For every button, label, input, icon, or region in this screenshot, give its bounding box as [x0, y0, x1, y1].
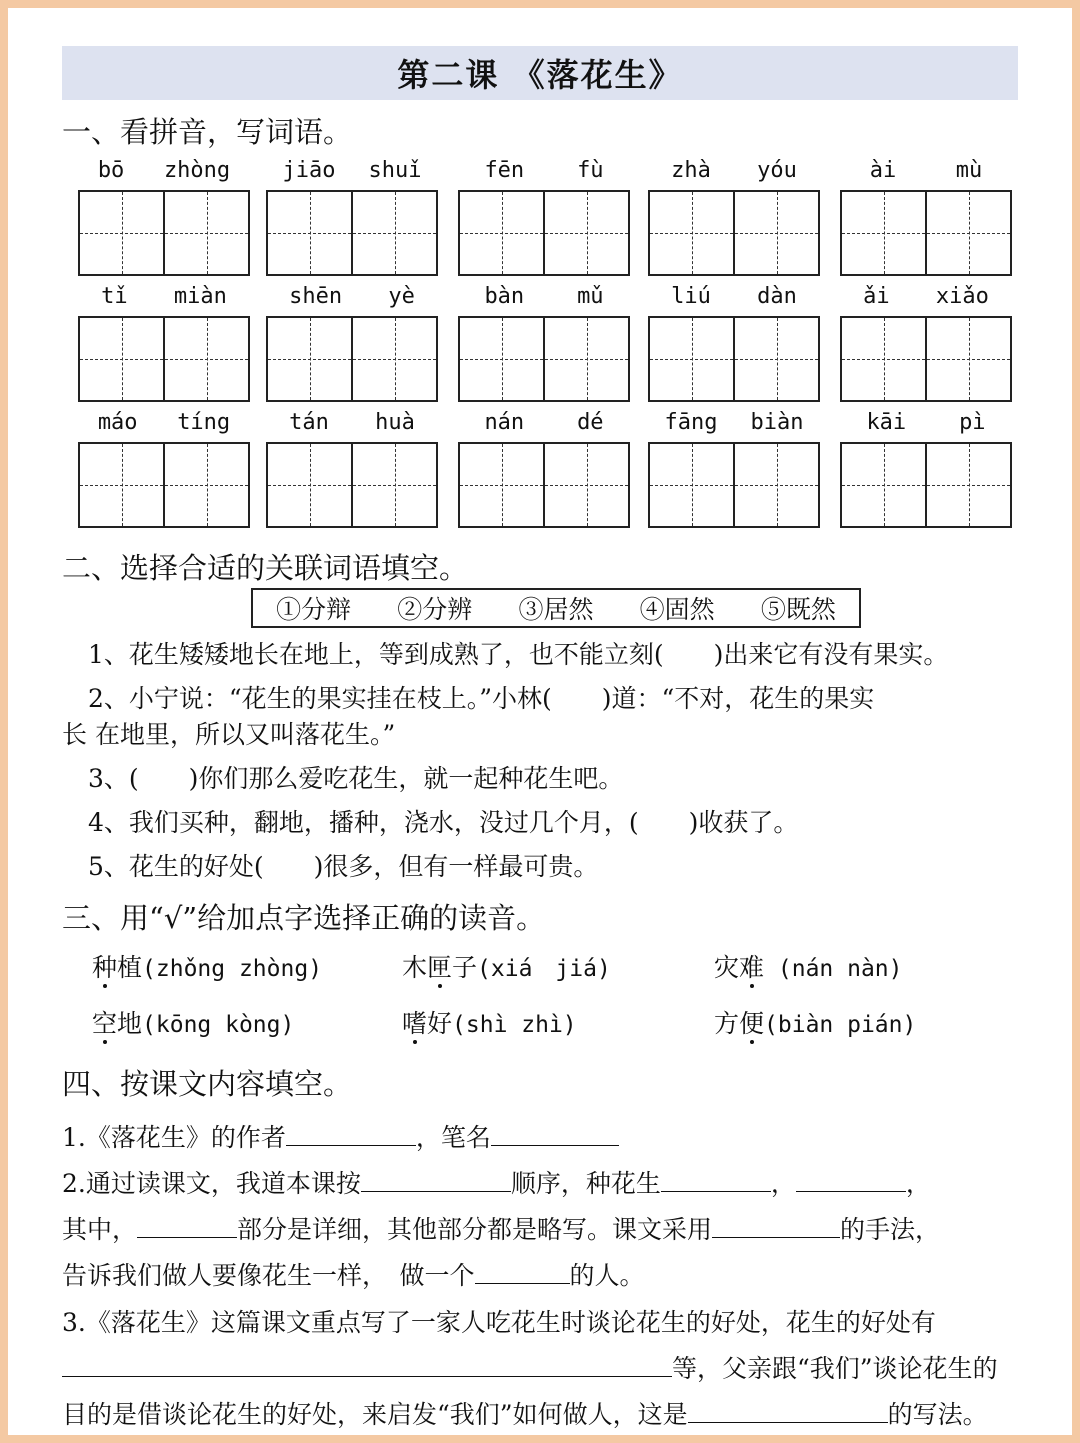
word-part: 地 — [117, 1009, 143, 1038]
pinyin-syllable: máo — [97, 410, 138, 435]
tianzige-cell[interactable] — [165, 192, 248, 274]
pinyin-choices[interactable]: (nán nàn) — [764, 956, 903, 982]
pinyin — [78, 158, 250, 190]
text: ， — [770, 1169, 796, 1198]
question-2-cont: 长 在地里，所以又叫落花生。” — [62, 720, 396, 749]
pinyin — [840, 410, 1012, 442]
blank[interactable] — [361, 1169, 511, 1192]
question-4: 4、我们买种，翻地，播种，浇水，没过几个月，( )收获了。 — [88, 808, 799, 837]
pinyin — [840, 284, 1012, 316]
writing-boxes — [840, 442, 1012, 528]
text: 告诉我们做人要像花生一样， 做一个 — [62, 1261, 475, 1290]
tianzige-cell[interactable] — [165, 444, 248, 526]
pinyin — [840, 158, 1012, 190]
word-box-group — [458, 158, 630, 276]
section4-heading: 四、按课文内容填空。 — [62, 1067, 353, 1101]
tianzige-cell[interactable] — [650, 444, 735, 526]
dotted-char: 嗜 — [402, 1009, 428, 1038]
option: ⑤既然 — [760, 595, 836, 624]
pronunciation-item — [714, 948, 903, 984]
tianzige-cell[interactable] — [353, 192, 436, 274]
pinyin-syllable: dàn — [757, 284, 797, 309]
tianzige-cell[interactable] — [735, 444, 818, 526]
pinyin-syllable: zhòng — [163, 158, 231, 183]
pinyin-choices[interactable]: (kōng kòng) — [142, 1012, 295, 1038]
pinyin-syllable: tǐ — [101, 284, 128, 309]
word-part: 灾 — [714, 953, 740, 982]
pinyin-syllable: fù — [577, 158, 604, 183]
blank-penname[interactable] — [491, 1123, 619, 1146]
pinyin — [266, 158, 438, 190]
word-part: 植 — [117, 953, 143, 982]
blank[interactable] — [796, 1169, 906, 1192]
text: 的写法。 — [887, 1400, 988, 1429]
word-part: 木 — [402, 953, 428, 982]
text: 顺序，种花生 — [510, 1169, 661, 1198]
tianzige-cell[interactable] — [927, 318, 1010, 400]
tianzige-cell[interactable] — [650, 318, 735, 400]
tianzige-cell[interactable] — [460, 444, 545, 526]
pinyin — [266, 410, 438, 442]
tianzige-cell[interactable] — [80, 318, 165, 400]
word-options-box — [251, 588, 861, 628]
pronunciation-item — [402, 1004, 577, 1040]
pronunciation-item — [92, 948, 322, 984]
word-box-group — [78, 284, 250, 402]
pinyin — [648, 284, 820, 316]
pinyin-syllable: shēn — [289, 284, 343, 309]
pinyin-syllable: yè — [388, 284, 415, 309]
option: ②分辨 — [397, 595, 473, 624]
pinyin-syllable: xiǎo — [935, 284, 989, 309]
pinyin — [458, 410, 630, 442]
fill-line-1 — [62, 1118, 1022, 1154]
pinyin-syllable: jiāo — [282, 158, 336, 183]
tianzige-cell[interactable] — [545, 444, 628, 526]
blank[interactable] — [712, 1215, 840, 1238]
pinyin-choices[interactable]: (zhǒng zhòng) — [142, 956, 323, 982]
pinyin-syllable: fēn — [484, 158, 525, 183]
pinyin — [458, 158, 630, 190]
word-part: 方 — [714, 1009, 740, 1038]
question-2: 2、小宁说：“花生的果实挂在枝上。”小林( )道：“不对，花生的果实 — [88, 684, 875, 713]
section1-heading: 一、看拼音，写词语。 — [62, 115, 353, 149]
dotted-char: 匣 — [427, 953, 453, 982]
writing-boxes — [458, 316, 630, 402]
tianzige-cell[interactable] — [80, 444, 165, 526]
text: 其中， — [62, 1215, 138, 1244]
pinyin-syllable: ǎi — [863, 284, 890, 309]
tianzige-cell[interactable] — [842, 318, 927, 400]
tianzige-cell[interactable] — [80, 192, 165, 274]
text: 目的是借谈论花生的好处，来启发“我们”如何做人，这是 — [62, 1400, 688, 1429]
writing-boxes — [458, 442, 630, 528]
pinyin-choices[interactable]: (shì zhì) — [452, 1012, 577, 1038]
word-box-group — [840, 158, 1012, 276]
writing-boxes — [458, 190, 630, 276]
fill-line-7 — [62, 1395, 1022, 1431]
writing-boxes — [648, 442, 820, 528]
word-box-group — [458, 410, 630, 528]
word-box-group — [266, 410, 438, 528]
word-part: 好 — [427, 1009, 453, 1038]
text: 的手法， — [840, 1215, 941, 1244]
dotted-char: 难 — [739, 953, 765, 982]
fill-line-3 — [62, 1210, 1022, 1246]
tianzige-cell[interactable] — [650, 192, 735, 274]
word-box-group — [648, 410, 820, 528]
pinyin-syllable: tíng — [177, 410, 231, 435]
pinyin — [648, 158, 820, 190]
section2-heading: 二、选择合适的关联词语填空。 — [62, 551, 469, 585]
option: ③居然 — [518, 595, 594, 624]
dotted-char: 种 — [92, 953, 118, 982]
option: ④固然 — [639, 595, 715, 624]
fill-line-2 — [62, 1164, 1022, 1200]
pinyin-syllable: huà — [375, 410, 415, 435]
blank[interactable] — [661, 1169, 771, 1192]
pinyin-syllable: yóu — [757, 158, 797, 183]
question-3: 3、( )你们那么爱吃花生，就一起种花生吧。 — [88, 764, 624, 793]
writing-boxes — [840, 316, 1012, 402]
tianzige-cell[interactable] — [842, 192, 927, 274]
text: 部分是详细，其他部分都是略写。课文采用 — [237, 1215, 713, 1244]
pinyin-choices[interactable]: (biàn pián) — [764, 1012, 917, 1038]
blank[interactable] — [688, 1400, 888, 1423]
pinyin-syllable: fāng — [664, 410, 718, 435]
pinyin-syllable: mù — [955, 158, 983, 183]
tianzige-cell[interactable] — [353, 444, 436, 526]
blank[interactable] — [475, 1261, 570, 1284]
pinyin — [648, 410, 820, 442]
word-box-group — [648, 284, 820, 402]
option: ①分辩 — [276, 595, 352, 624]
pinyin — [458, 284, 630, 316]
tianzige-cell[interactable] — [842, 444, 927, 526]
pinyin-choices[interactable]: (xiá jiá) — [477, 956, 611, 982]
text: 1.《落花生》的作者 — [62, 1123, 286, 1152]
pinyin-syllable: mǔ — [577, 284, 604, 309]
pinyin — [266, 284, 438, 316]
tianzige-cell[interactable] — [545, 318, 628, 400]
pinyin — [78, 410, 250, 442]
tianzige-cell[interactable] — [545, 192, 628, 274]
pinyin-syllable: miàn — [173, 284, 227, 309]
pinyin-syllable: kāi — [866, 410, 907, 435]
text: 等，父亲跟“我们”谈论花生的 — [672, 1354, 998, 1383]
writing-boxes — [266, 190, 438, 276]
question-5: 5、花生的好处( )很多，但有一样最可贵。 — [88, 852, 599, 881]
pronunciation-item — [714, 1004, 916, 1040]
blank[interactable] — [137, 1215, 237, 1238]
pinyin-syllable: biàn — [750, 410, 804, 435]
pinyin-syllable: zhà — [671, 158, 711, 183]
word-box-group — [78, 158, 250, 276]
text: 2.通过读课文，我道本课按 — [62, 1169, 361, 1198]
writing-boxes — [840, 190, 1012, 276]
pronunciation-item — [402, 948, 611, 984]
pinyin-syllable: liú — [671, 284, 711, 309]
writing-boxes — [648, 190, 820, 276]
dotted-char: 便 — [739, 1009, 765, 1038]
writing-boxes — [78, 442, 250, 528]
pinyin-syllable: shuǐ — [368, 158, 422, 183]
blank[interactable] — [62, 1354, 672, 1377]
tianzige-cell[interactable] — [268, 444, 353, 526]
word-box-group — [266, 158, 438, 276]
text: 的人。 — [569, 1261, 645, 1290]
pinyin-syllable: bō — [97, 158, 125, 183]
tianzige-cell[interactable] — [165, 318, 248, 400]
writing-boxes — [78, 190, 250, 276]
writing-boxes — [648, 316, 820, 402]
question-1: 1、花生矮矮地长在地上，等到成熟了，也不能立刻( )出来它有没有果实。 — [88, 640, 949, 669]
writing-boxes — [266, 442, 438, 528]
word-box-group — [840, 284, 1012, 402]
tianzige-cell[interactable] — [735, 318, 818, 400]
fill-line-5: 3.《落花生》这篇课文重点写了一家人吃花生时谈论花生的好处，花生的好处有 — [62, 1308, 936, 1337]
lesson-title: 第二课 《落花生》 — [62, 46, 1018, 100]
fill-line-6 — [62, 1349, 1022, 1385]
tianzige-cell[interactable] — [735, 192, 818, 274]
word-box-group — [458, 284, 630, 402]
writing-boxes — [266, 316, 438, 402]
tianzige-cell[interactable] — [268, 318, 353, 400]
tianzige-cell[interactable] — [927, 444, 1010, 526]
word-box-group — [78, 410, 250, 528]
pinyin-syllable: nán — [484, 410, 525, 435]
word-box-group — [840, 410, 1012, 528]
pinyin-syllable: bàn — [484, 284, 525, 309]
tianzige-cell[interactable] — [268, 192, 353, 274]
word-box-group — [648, 158, 820, 276]
text: ，笔名 — [415, 1123, 491, 1152]
tianzige-cell[interactable] — [460, 318, 545, 400]
pinyin-syllable: dé — [577, 410, 604, 435]
word-box-group — [266, 284, 438, 402]
word-part: 子 — [452, 953, 478, 982]
pronunciation-item — [92, 1004, 294, 1040]
tianzige-cell[interactable] — [460, 192, 545, 274]
section3-heading: 三、用“√”给加点字选择正确的读音。 — [62, 901, 546, 935]
pinyin-syllable: ài — [869, 158, 897, 183]
worksheet-page — [8, 8, 1072, 1435]
writing-boxes — [78, 316, 250, 402]
text: ， — [905, 1169, 931, 1198]
dotted-char: 空 — [92, 1009, 118, 1038]
pinyin-syllable: pì — [959, 410, 986, 435]
tianzige-cell[interactable] — [353, 318, 436, 400]
pinyin — [78, 284, 250, 316]
fill-line-4 — [62, 1256, 1022, 1292]
tianzige-cell[interactable] — [927, 192, 1010, 274]
blank-author[interactable] — [286, 1123, 416, 1146]
pinyin-syllable: tán — [289, 410, 329, 435]
